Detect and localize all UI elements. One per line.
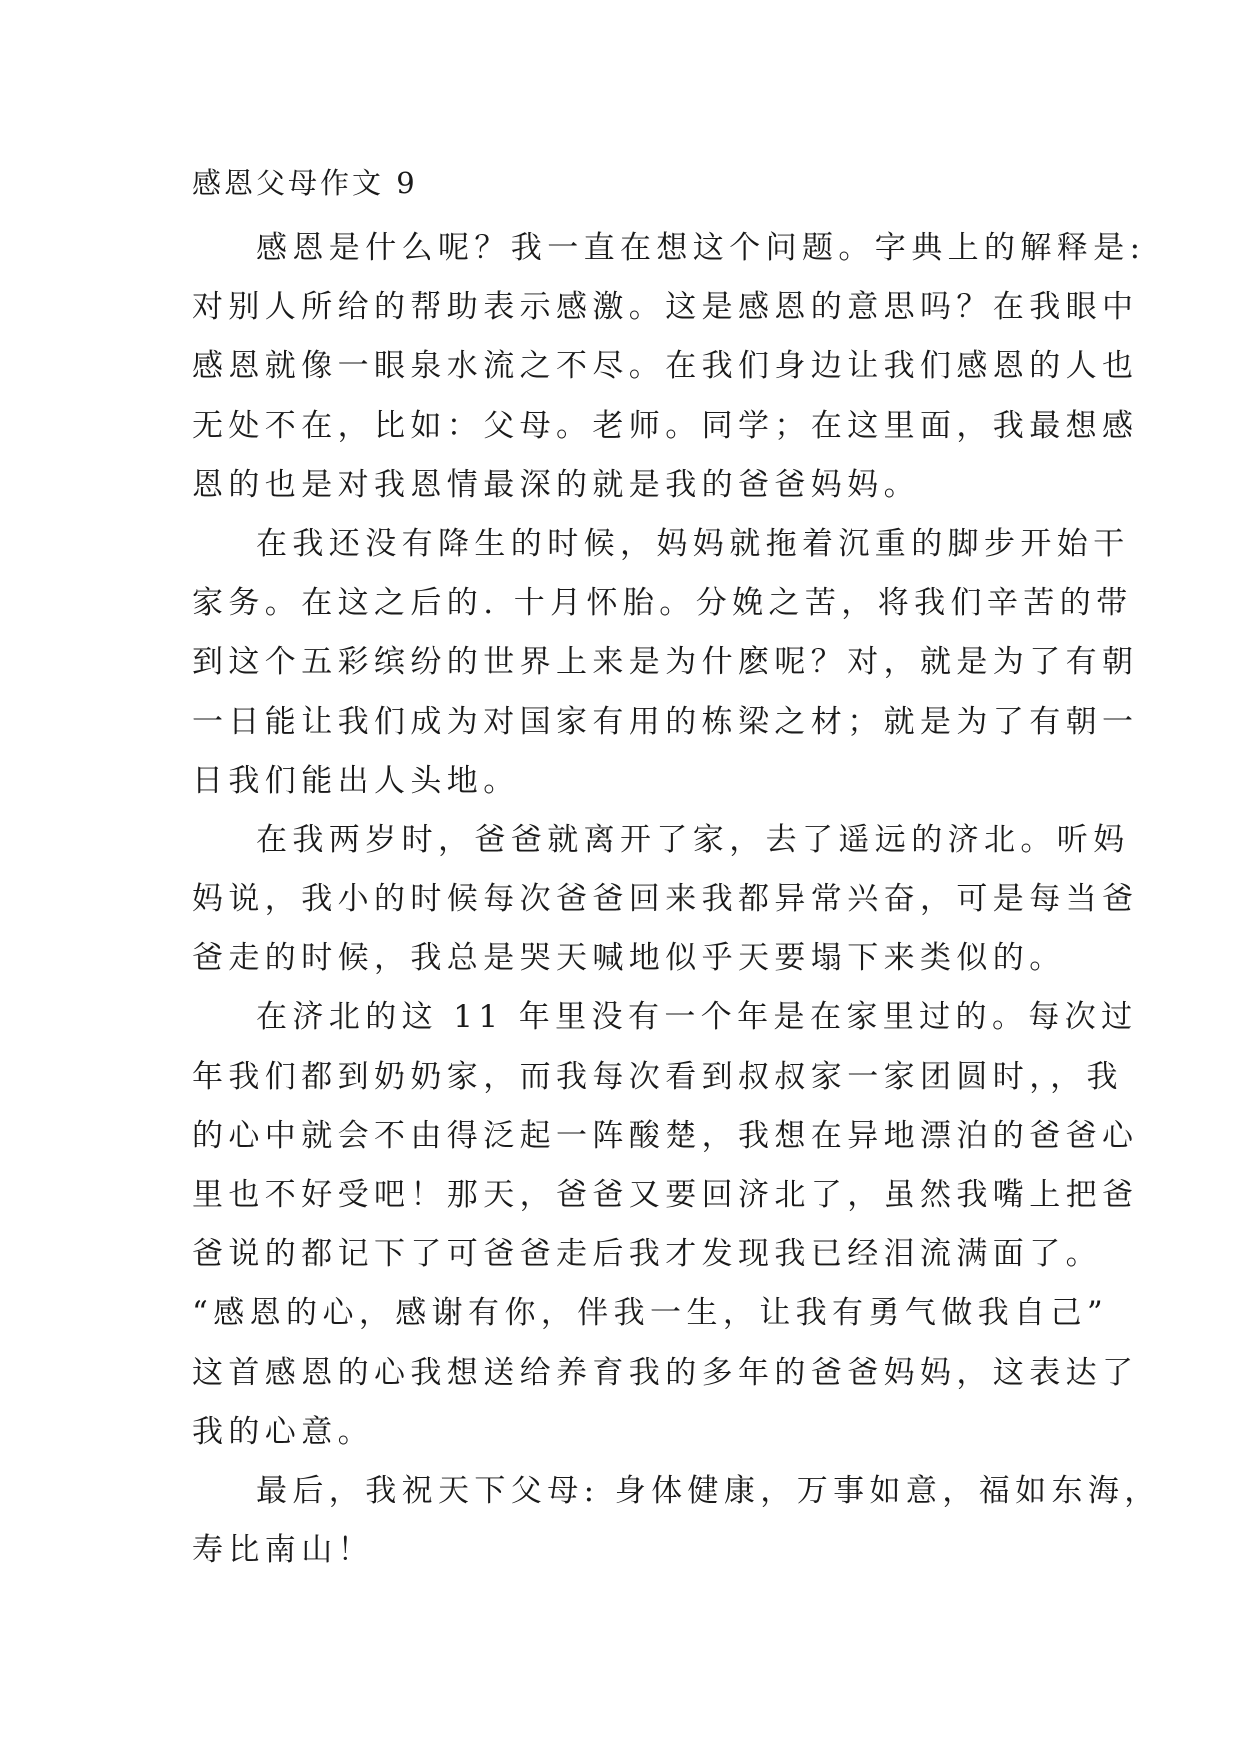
paragraph-1 (192, 219, 1146, 515)
text-line: 无处不在，比如：父母。老师。同学；在这里面，我最想感 (192, 407, 1139, 444)
text-line: 恩的也是对我恩情最深的就是我的爸爸妈妈。 (192, 466, 920, 503)
text-line: 对别人所给的帮助表示感激。这是感恩的意思吗？在我眼中 (192, 289, 1139, 326)
text-line: 家务。在这之后的. 十月怀胎。分娩之苦，将我们辛苦的带 (192, 585, 1133, 622)
text-line: 日我们能出人头地。 (192, 762, 520, 799)
paragraph-3 (192, 811, 1139, 989)
paragraph-2 (192, 515, 1139, 811)
text-line: 的心中就会不由得泛起一阵酸楚，我想在异地漂泊的爸爸心 (192, 1117, 1139, 1154)
text-line: 到这个五彩缤纷的世界上来是为什麽呢？对，就是为了有朝 (192, 644, 1139, 681)
text-line: 妈说，我小的时候每次爸爸回来我都异常兴奋，可是每当爸 (192, 881, 1139, 918)
document-title: 感恩父母作文 9 (192, 166, 418, 200)
text-line: 这首感恩的心我想送给养育我的多年的爸爸妈妈，这表达了 (192, 1354, 1139, 1391)
text-line: 年我们都到奶奶家，而我每次看到叔叔家一家团圆时，，我 (192, 1058, 1123, 1095)
text-line: 在济北的这 11 年里没有一个年是在家里过的。每次过 (256, 999, 1138, 1036)
text-line: 我的心意。 (192, 1413, 374, 1450)
paragraph-4 (192, 988, 1139, 1462)
text-line: “感恩的心，感谢有你，伴我一生，让我有勇气做我自己” (192, 1295, 1109, 1332)
text-line: 在我还没有降生的时候，妈妈就拖着沉重的脚步开始干 (256, 525, 1130, 562)
text-line: 感恩是什么呢？我一直在想这个问题。字典上的解释是: (256, 230, 1146, 266)
text-line: 感恩就像一眼泉水流之不尽。在我们身边让我们感恩的人也 (192, 348, 1139, 385)
text-line: 爸说的都记下了可爸爸走后我才发现我已经泪流满面了。 (192, 1236, 1102, 1273)
paragraph-5 (192, 1462, 1161, 1580)
text-line: 最后，我祝天下父母: 身体健康，万事如意，福如东海， (256, 1472, 1161, 1509)
text-line: 在我两岁时，爸爸就离开了家，去了遥远的济北。听妈 (256, 821, 1130, 858)
text-line: 里也不好受吧！那天，爸爸又要回济北了，虽然我嘴上把爸 (192, 1177, 1139, 1213)
document-body (192, 219, 1161, 1580)
text-line: 寿比南山！ (192, 1532, 374, 1569)
text-line: 一日能让我们成为对国家有用的栋梁之材；就是为了有朝一 (192, 703, 1139, 740)
text-line: 爸走的时候，我总是哭天喊地似乎天要塌下来类似的。 (192, 940, 1066, 977)
